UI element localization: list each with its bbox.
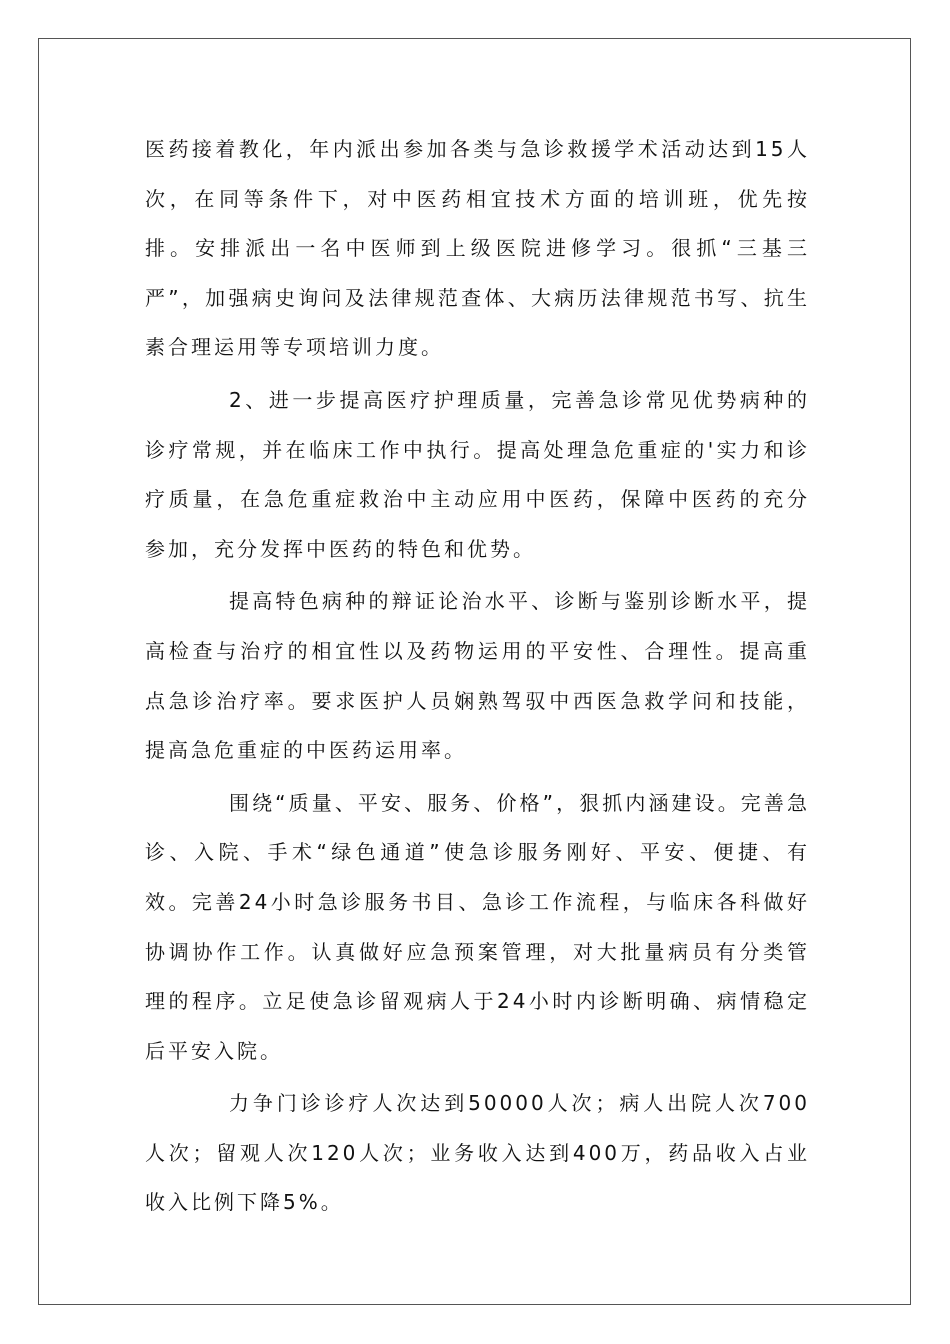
paragraph-3: 提高特色病种的辩证论治水平、诊断与鉴别诊断水平，提高检查与治疗的相宜性以及药物运用的平安性、合理性。提高重点急诊治疗率。要求医护人员娴熟驾驭中西医急救学问和技能，提高急危重症的中医药运用率。: [145, 589, 810, 763]
paragraph-1: 医药接着教化，年内派出参加各类与急诊救援学术活动达到15人次，在同等条件下，对中医药相宜技术方面的培训班，优先按排。安排派出一名中医师到上级医院进修学习。很抓“三基三严”，加强病史询问及法律规范查体、大病历法律规范书写、抗生素合理运用等专项培训力度。: [145, 137, 810, 360]
paragraph-2: 2、进一步提高医疗护理质量，完善急诊常见优势病种的诊疗常规，并在临床工作中执行。提高处理急危重症的'实力和诊疗质量，在急危重症救治中主动应用中医药，保障中医药的充分参加，充分发挥中医药的特色和优势。: [145, 387, 810, 561]
document-body: [145, 125, 810, 1228]
paragraph-5: 力争门诊诊疗人次达到50000人次；病人出院人次700人次；留观人次120人次；业务收入达到400万，药品收入占业收入比例下降5%。: [145, 1091, 810, 1215]
paragraph-4: 围绕“质量、平安、服务、价格”，狠抓内涵建设。完善急诊、入院、手术“绿色通道”使急诊服务刚好、平安、便捷、有效。完善24小时急诊服务书目、急诊工作流程，与临床各科做好协调协作工作。认真做好应急预案管理，对大批量病员有分类管理的程序。立足使急诊留观病人于24小时内诊断明确、病情稳定后平安入院。: [145, 790, 810, 1063]
